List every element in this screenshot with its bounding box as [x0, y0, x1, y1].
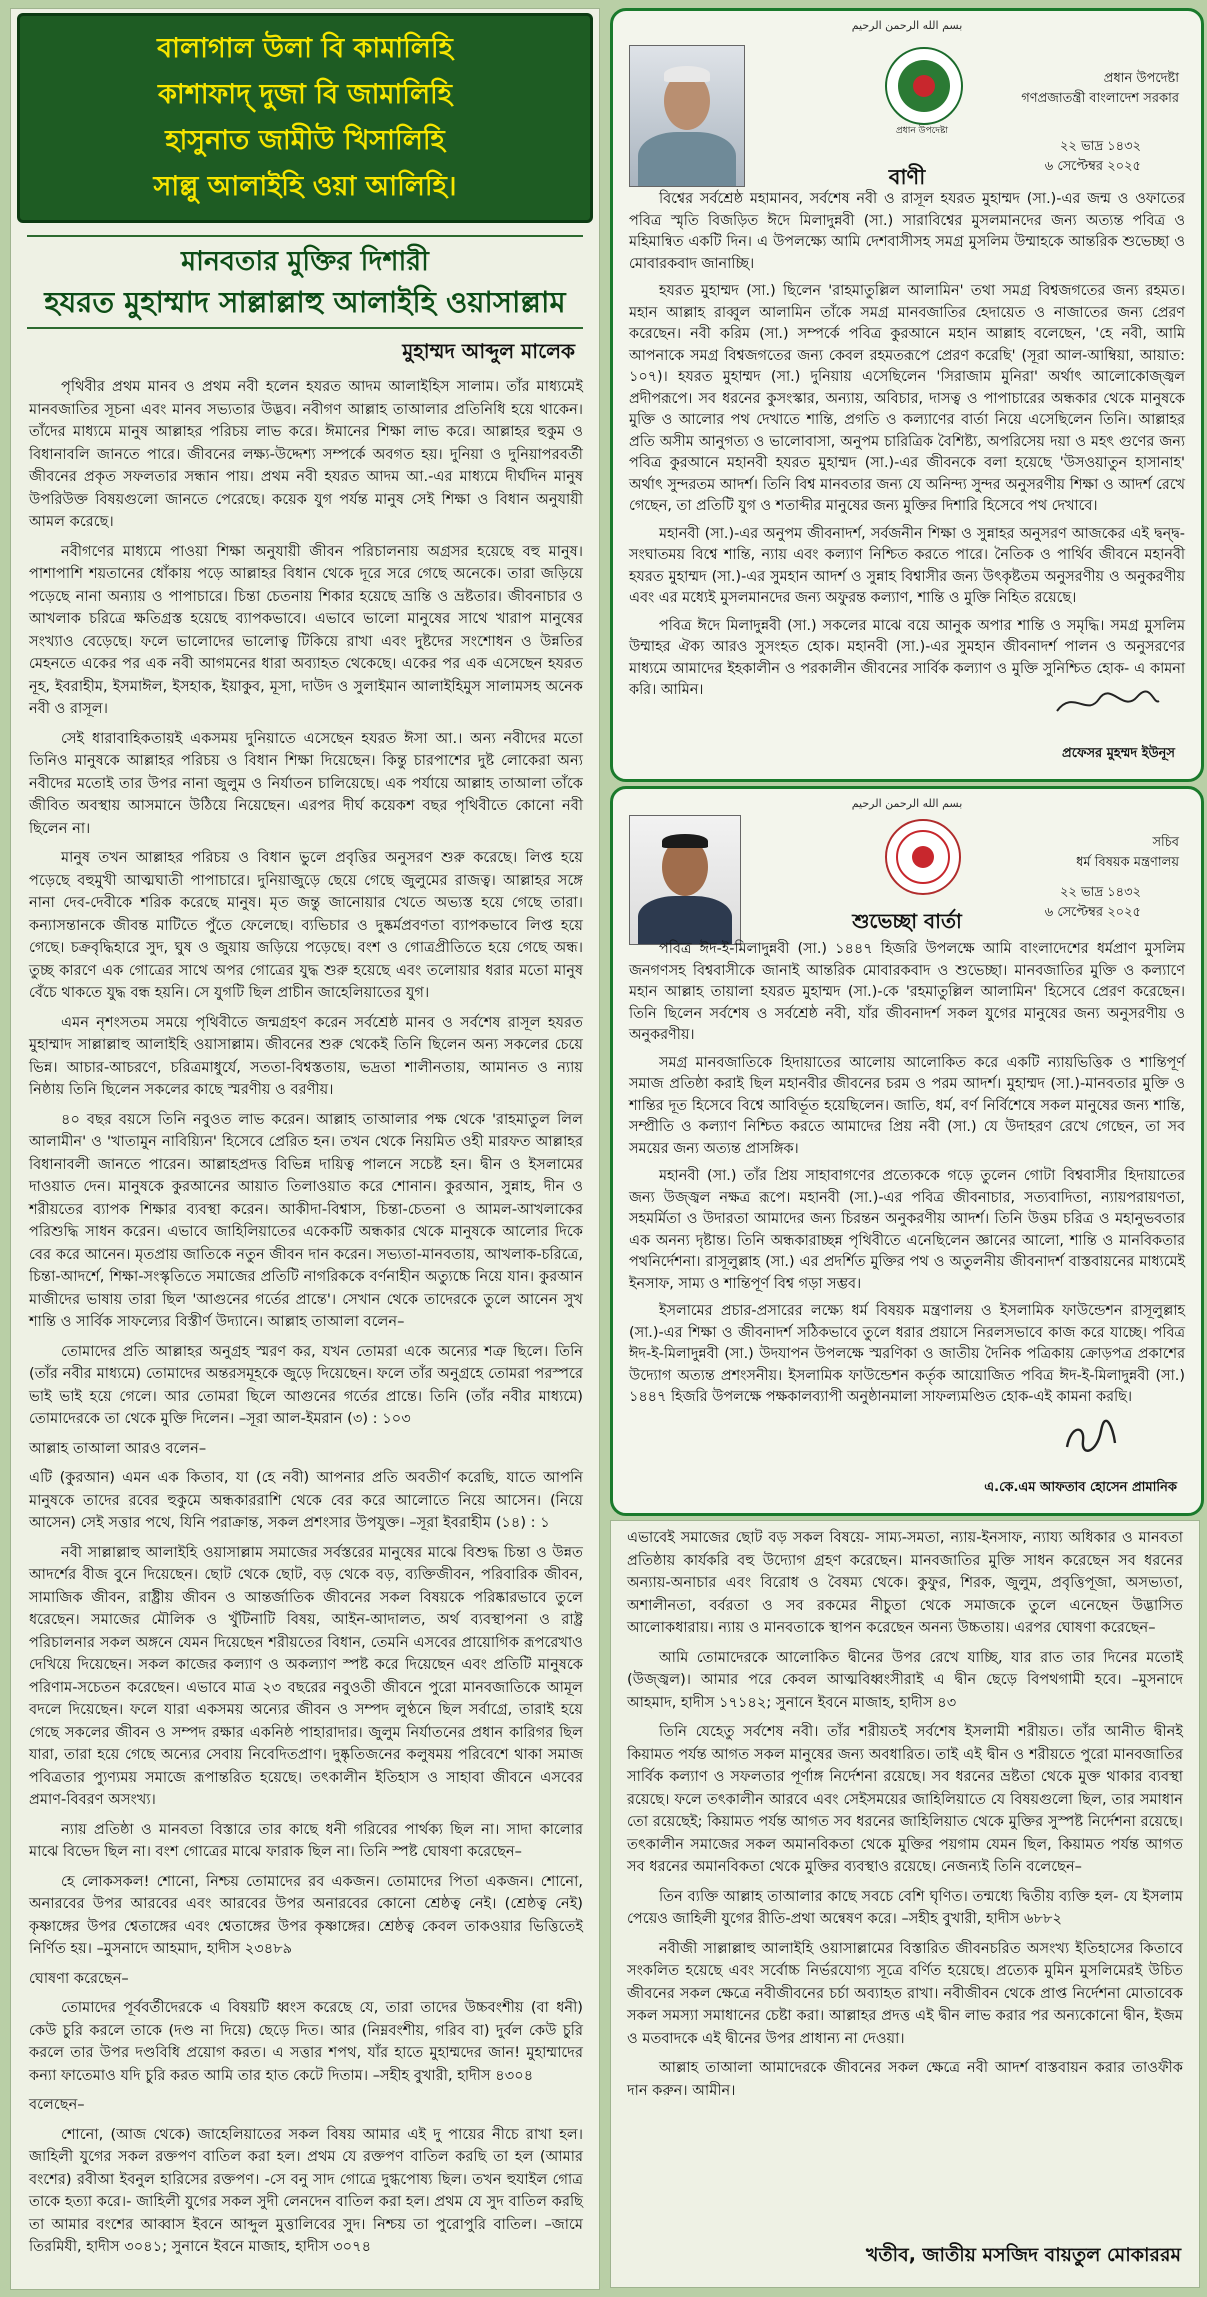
message-paragraph: ইসলামের প্রচার-প্রসারের লক্ষ্যে ধর্ম বিষয়ক মন্ত্রণালয় ও ইসলামিক ফাউন্ডেশন রাসূলুল্লাহ (সা.)-এর শিক্ষা ও জীবনাদর্শ সঠিকভাবে তুলে ধরার প্রয়াসে নিরলসভাবে কাজ করে যাচ্ছে। পবিত্র ঈদ-ই-মিলাদুন্নবী (সা.) উদযাপন উপলক্ষে স্মরণিকা ও জাতীয় দৈনিক পত্রিকায় ক্রোড়পত্র প্রকাশের উদ্যোগ অত্যন্ত প্রশংসনীয়। ইসলামিক ফাউন্ডেশন কর্তৃক আয়োজিত পবিত্র ঈদ-ই-মিলাদুন্নবী (সা.) ১৪৪৭ হিজরি উপলক্ষে পক্ষকালব্যাপী অনুষ্ঠানমালা সাফল্যমণ্ডিত হোক-এই কামনা করছি। [629, 1303, 1185, 1405]
secretary-message [610, 786, 1204, 1516]
ministry-emblem-icon [885, 819, 961, 895]
article-paragraph: ঘোষণা করেছেন– [29, 1969, 129, 1987]
signature-mark [1061, 1417, 1121, 1457]
chief-adviser-message [610, 8, 1204, 782]
article-paragraph: পৃথিবীর প্রথম মানব ও প্রথম নবী হলেন হযরত আদম আলাইহিস সালাম। তাঁর মাধ্যমেই মানবজাতির সূচনা এবং মানব সভ্যতার উদ্ভব। নবীগণ আল্লাহ তাআলার প্রতিনিধি হয়ে থাকেন। তাঁদের মাধ্যমে মানুষ আল্লাহর পরিচয় লাভ করে। ঈমানের শিক্ষা লাভ করে। আল্লাহর হুকুম ও বিধানাবলি জানতে পারে। জীবনের লক্ষ্য-উদ্দেশ্য সম্পর্কে অবগত হয়। দুনিয়া ও দুনিয়াপরবর্তী জীবনের প্রকৃত সফলতার সন্ধান পায়। প্রথম নবী হযরত আদম আ.-এর মাধ্যমে দীর্ঘদিন মানুষ উপরিউক্ত বিষয়গুলো জানতে পেরেছে। কয়েক যুগ পর্যন্ত মানুষ সেই শিক্ষা ও বিধান অনুযায়ী আমল করেছে। [29, 378, 583, 530]
durud-line: হাসুনাত জামীউ খিসালিহি [165, 125, 445, 156]
photo-hair [662, 834, 708, 848]
article-continuation [610, 1520, 1200, 2288]
message-paragraph: সমগ্র মানবজাতিকে হিদায়াতের আলোয় আলোকিত করে একটি ন্যায়ভিত্তিক ও শান্তিপূর্ণ সমাজ প্রতিষ্ঠা করাই ছিল মহানবীর জীবনের চরম ও পরম আদর্শ। মুহাম্মদ (সা.)-মানবতার মুক্তি ও শান্তির দূত হিসেবে বিশ্বে আবির্ভূত হয়েছিলেন। জাতি, ধর্ম, বর্ণ নির্বিশেষে সকল মানুষের জন্য শান্তি, সম্প্রীতি ও কল্যাণ নিশ্চিত করতে আমাদের প্রিয় নবী (সা.) যে উদাহরণ রেখে গেছেন, তা সব সময়ের জন্য অত্যন্ত প্রাসঙ্গিক। [629, 1054, 1185, 1157]
article-paragraph: ৪০ বছর বয়সে তিনি নবুওত লাভ করেন। আল্লাহ তাআলার পক্ষ থেকে 'রাহমাতুল লিল আলামীন' ও 'খাতামুন নাবিয়্যিন' হিসেবে প্রেরিত হন। তখন থেকে নিয়মিত ওহী মারফত আল্লাহর বিধানাবলী জানতে পারেন। আল্লাহপ্রদত্ত বিভিন্ন দায়িত্ব পালনে সচেষ্ট হন। দ্বীন ও ইসলামের দাওয়াত দেন। মানুষকে কুরআনের আয়াত তিলাওয়াত করে শোনান। কুরআন, সুন্নাহ, দীন ও শরীয়তের ব্যাপক শিক্ষার ব্যবস্থা করেন। আকীদা-বিশ্বাস, চিন্তা-চেতনা ও আমল-আখলাকের পরিশুদ্ধি সাধন করেন। এভাবে জাহিলিয়াতের একেকটি অন্ধকার থেকে মানুষকে আলোর দিকে বের করে আনেন। মৃতপ্রায় জাতিকে নতুন জীবন দান করেন। সভ্যতা-মানবতায়, আখলাক-চরিত্রে, চিন্তা-আদর্শে, শিক্ষা-সংস্কৃতিতে সমাজের প্রতিটি নাগরিককে বর্ণনাহীন অত্যুচ্চে নিয়ে যান। কুরআন মাজীদের ভাষায় তারা ছিল 'আগুনের গর্তের প্রান্তে'। সেখান থেকে তাদেরকে তুলে আনেন সুখ শান্তি ও সার্বিক সাফল্যের বিস্তীর্ণ উদ্যানে। আল্লাহ তাআলা বলেন– [29, 1110, 583, 1330]
message-paragraph: হযরত মুহাম্মদ (সা.) ছিলেন 'রাহমাতুল্লিল আলামিন' তথা সমগ্র বিশ্বজগতের জন্য রহমত। মহান আল্লাহ রাব্বুল আলামিন তাঁকে সমগ্র মানবজাতির হেদায়েত ও নাজাতের জন্য প্রেরণ করেছেন। নবী করিম (সা.) সম্পর্কে পবিত্র কুরআনে মহান আল্লাহ বলেছেন, 'হে নবী, আমি আপনাকে সমগ্র বিশ্বজগতের জন্য কেবল রহমতরূপে প্রেরণ করেছি' (সূরা আল-আম্বিয়া, আয়াত: ১০৭)। হযরত মুহাম্মদ (সা.) দুনিয়ায় এসেছিলেন 'সিরাজাম মুনিরা' অর্থাৎ আলোকোজ্জ্বল প্রদীপরূপে। সব ধরনের কুসংস্কার, অন্যায়, অবিচার, দাসত্ব ও পাপাচারের অন্ধকার থেকে মানুষকে মুক্তি ও আলোর পথ দেখাতে শান্তি, প্রগতি ও কল্যাণের বার্তা নিয়ে এসেছিলেন তিনি। আল্লাহর প্রতি অসীম আনুগত্য ও ভালোবাসা, অনুপম চারিত্রিক বৈশিষ্ট্য, অপরিসেয় দয়া ও মহৎ গুণের জন্য পবিত্র কুরআনে মহানবী হযরত মুহাম্মদ (সা.)-এর জীবনকে বলা হয়েছে 'উসওয়াতুন হাসানাহ' অর্থাৎ সুন্দরতম আদর্শ। তিনি বিশ্ব মানবতার জন্য যে অনিন্দ্য সুন্দর অনুসরণীয় শিক্ষা ও আদর্শ রেখে গেছেন, তা প্রতিটি যুগ ও শতাব্দীর মানুষের জন্য মুক্তির দিশারি হিসেবে পথ দেখাবে। [629, 283, 1185, 514]
signatory-name: এ.কে.এম আফতাব হোসেন প্রামানিক [984, 1480, 1177, 1495]
date-english: ৬ সেপ্টেম্বর ২০২৫ [1044, 159, 1141, 174]
article-quote: তোমাদের প্রতি আল্লাহর অনুগ্রহ স্মরণ কর, যখন তোমরা একে অন্যের শত্রু ছিলে। তিনি (তাঁর নবীর মাধ্যমে) তোমাদের অন্তরসমূহকে জুড়ে দিয়েছেন। ফলে তাঁর অনুগ্রহে তোমরা পরস্পরে ভাই ভাই হয়ে গেলে। আর তোমরা ছিলে আগুনের গর্তের প্রান্তে। তিনি (তাঁর নবীর মাধ্যমে) তোমাদেরকে তা থেকে মুক্তি দিলেন। –সূরা আল-ইমরান (৩) : ১০৩ [29, 1342, 583, 1427]
article-paragraph: এভাবেই সমাজের ছোট বড় সকল বিষয়ে- সাম্য-সমতা, ন্যায়-ইনসাফ, ন্যায্য অধিকার ও মানবতা প্রতিষ্ঠায় কার্যকরি বহু উদ্যোগ গ্রহণ করেছেন। মানবজাতির মুক্তি সাধন করেছেন সব ধরনের অন্যায়-অনাচার এবং বিরোধ ও বৈষম্য থেকে। কুফুর, শিরক, জুলুম, প্রবৃত্তিপূজা, অসভ্যতা, অশালীনতা, বর্বরতা ও সব রকমের নীচুতা থেকে সমাজকে তুলে এনেছেন উদ্ভাসিত আলোকধারায়। ন্যায় ও মানবতাকে স্থাপন করেছেন অনন্য উচ্চতায়। এরপর ঘোষণা করেছেন– [627, 1529, 1183, 1636]
message-paragraph: মহানবী (সা.) তাঁর প্রিয় সাহাবাগণের প্রত্যেককে গড়ে তুলেন গোটা বিশ্ববাসীর হিদায়াতের জন্য উজ্জ্বল নক্ষত্র রূপে। মহানবী (সা.)-এর পবিত্র জীবনাচার, সত্যবাদিতা, ন্যায়পরায়ণতা, সহমর্মিতা ও উদারতা আমাদের জন্য চিরন্তন অনুকরণীয় আদর্শ। তিনি উত্তম চরিত্র ও মহানুভবতার এক অনন্য দৃষ্টান্ত। তিনি অন্ধকারাচ্ছন্ন পৃথিবীতে এনেছিলেন জ্ঞানের আলো, শান্তি ও মানবিকতার পথনির্দেশনা। রাসূলুল্লাহ (সা.) এর প্রদর্শিত মুক্তির পথ ও অতুলনীয় জীবনাদর্শ বাস্তবায়নের মাধ্যমেই ইনসাফ, সাম্য ও শান্তিপূর্ণ বিশ্ব গড়া সম্ভব। [629, 1168, 1185, 1292]
article-heading [27, 235, 583, 329]
durud-banner [17, 13, 593, 223]
article-author: মুহাম্মদ আব্দুল মালেক [402, 339, 575, 363]
photo-hair [664, 66, 710, 82]
main-article-column [10, 8, 600, 2290]
message-paragraph: মহানবী (সা.)-এর অনুপম জীবনাদর্শ, সর্বজনীন শিক্ষা ও সুন্নাহর অনুসরণ আজকের এই দ্বন্দ্ব-সংঘাতময় বিশ্বে শান্তি, ন্যায় এবং কল্যাণ নিশ্চিত করতে পারে। নৈতিক ও পার্থিব জীবনে মহানবী হযরত মুহাম্মদ (সা.)-এর সুমহান আদর্শ ও সুন্নাহ বিশ্বাসীর জন্য উৎকৃষ্টতম অনুসরণীয় ও অনুকরণীয় এবং এর মধ্যেই মুসলমানদের জন্য অফুরন্ত কল্যাণ, শান্তি ও মুক্তি নিহিত রয়েছে। [629, 525, 1185, 606]
article-paragraph: নবীগণের মাধ্যমে পাওয়া শিক্ষা অনুযায়ী জীবন পরিচালনায় অগ্রসর হয়েছে বহু মানুষ। পাশাপাশি শয়তানের ধোঁকায় পড়ে আল্লাহর বিধান থেকে দূরে সরে গেছে অনেকে। তারা জড়িয়ে পড়েছে নানা অন্যায় ও পাপাচারে। চিন্তা চেতনায় শিকার হয়েছে ভ্রান্তি ও ভ্রষ্টতার। জীবনাচার ও আখলাক চরিত্রে ক্ষতিগ্রস্ত হয়েছে ব্যাপকভাবে। এভাবে ভালো মানুষের সাথে খারাপ মানুষের সংখ্যাও বেড়েছে। ফলে ভালোদের ভালোত্ব টিকিয়ে রাখা এবং দুষ্টদের সংশোধন ও উন্নতির মেহনতে একের পর এক নবী আগমনের ধারা অব্যাহত থেকেছে। একের পর এক এসেছেন হযরত নূহ, ইবরাহীম, ইসমাঈল, ইসহাক, ইয়াকুব, মূসা, দাউদ ও সুলাইমান আলাইহিমুস সালামসহ অনেক নবী ও রাসূল। [29, 542, 583, 717]
signatory-name: প্রফেসর মুহম্মদ ইউনূস [1062, 746, 1175, 761]
article-title-line2: হযরত মুহাম্মাদ সাল্লাল্লাহু আলাইহি ওয়াসাল্লাম [44, 285, 566, 319]
article-paragraph: তিনি যেহেতু সর্বশেষ নবী। তাঁর শরীয়তই সর্বশেষ ইসলামী শরীয়ত। তাঁর আনীত দ্বীনই কিয়ামত পর্যন্ত আগত সকল মানুষের জন্য অবধারিত। তাই এই দ্বীন ও শরীয়তে পুরো মানবজাতির সার্বিক কল্যাণ ও সফলতার পূর্ণাঙ্গ নির্দেশনা রয়েছে। সব ধরনের ভ্রষ্টতা থেকে মুক্ত থাকার ব্যবস্থা রয়েছে। ফলে তৎকালীন আরবে এবং সেইসময়ের জাহিলিয়াতে যে বিষয়গুলো ছিল, তার সমাধান তো রয়েছেই; কিয়ামত পর্যন্ত আগত সব ধরনের জাহিলিয়াত থেকে মুক্তির সুস্পষ্ট নির্দেশনা রয়েছে। তৎকালীন সমাজের সকল অমানবিকতা থেকে মুক্তির পয়গাম যেমন ছিল, কিয়ামত পর্যন্ত আগত সব ধরনের অমানবিকতা থেকে মুক্তির ব্যবস্থাও রয়েছে। নেজন্যই তিনি বলেছেন– [627, 1723, 1183, 1875]
article-paragraph: এমন নৃশংসতম সময়ে পৃথিবীতে জন্মগ্রহণ করেন সর্বশ্রেষ্ঠ মানব ও সর্বশেষ রাসূল হযরত মুহাম্মাদ সাল্লাল্লাহু আলাইহি ওয়াসাল্লাম। জীবনের শুরু থেকেই তিনি ছিলেন অন্য সকলের চেয়ে ভিন্ন। আচার-আচরণে, চরিত্রমাধুর্যে, সততা-বিশ্বস্ততায়, ভদ্রতা শালীনতায়, আমানত ও ন্যায় নিষ্ঠায় তিনি ছিলেন সকলের কাছে স্মরণীয় ও বরণীয়। [29, 1013, 583, 1098]
article-paragraph: নবী সাল্লাল্লাহু আলাইহি ওয়াসাল্লাম সমাজের সর্বস্তরের মানুষের মাঝে বিশুদ্ধ চিন্তা ও উন্নত আদর্শের বীজ বুনে দিয়েছেন। ছোট থেকে ছোট, বড় থেকে বড়, ব্যক্তিজীবন, পরিবারিক জীবন, সামাজিক জীবন, রাষ্ট্রীয় জীবন ও আন্তর্জাতিক জীবনের সকল বিষয়কে পরিষ্কারভাবে তুলে ধরেছেন। সমাজের মৌলিক ও খুঁটিনাটি বিষয়, আইন-আদালত, অর্থ ব্যবস্থাপনা ও রাষ্ট্র পরিচালনার সকল অঙ্গনে যেমন দিয়েছেন শরীয়তের বিধান, তেমনি এসবের প্রায়োগিক রূপরেখাও দেখিয়ে দিয়েছেন। সকল কাজের কল্যাণ ও অকল্যাণ স্পষ্ট করে দিয়েছেন এবং প্রতিটি মানুষকে পরিণাম-সচেতন করেছেন। এভাবে মাত্র ২৩ বছরের নবুওতী জীবনে পুরো মানবজাতিকে আমূল বদলে দিয়েছেন। ফলে যারা একসময় অন্যের জীবন ও সম্পদ লুণ্ঠনে ছিল সর্বাগ্রে, তারাই হয়ে গেছে সকলের জীবন ও সম্পদ রক্ষার একনিষ্ঠ পাহারাদার। জুলুম নির্যাতনের প্রধান কারিগর ছিল যারা, তারা হয়ে গেছে অন্যের সেবায় নিবেদিতপ্রাণ। দুষ্কৃতিজনের কলুষময় পরিবেশে থাকা সমাজ পবিত্রতার প্যুণ্যময় সমাজে রূপান্তরিত হয়েছে। তৎকালীন ইতিহাস ও সাহাবা জীবনে এসবের প্রমাণ-বিবরণ অসংখ্য। [29, 1543, 583, 1808]
office-block [1021, 69, 1179, 109]
article-title-line1: মানবতার মুক্তির দিশারী [181, 246, 429, 277]
date-bangla: ২২ ভাদ্র ১৪৩২ [1059, 885, 1141, 900]
message-body [613, 189, 1201, 708]
article-quote: শোনো, (আজ থেকে) জাহেলিয়াতের সকল বিষয় আমার এই দু পায়ের নীচে রাখা হল। জাহিলী যুগের সকল রক্তপণ বাতিল করা হল। প্রথম যে রক্তপণ বাতিল করছি তা হল (আমার বংশের) রবীআ ইবনুল হারিসের রক্তপণ। -সে বনু সাদ গোত্রে দুগ্ধপোষ্য ছিল। তখন হুযাইল গোত্র তাকে হত্যা করে।- জাহিলী যুগের সকল সুদী লেনদেন বাতিল করা হল। প্রথম যে সুদ বাতিল করছি তা আমার বংশের আব্বাস ইবনে আব্দুল মুত্তালিবের সুদ। নিশ্চয় তা পুরোপুরি বাতিল। –জামে তিরমিযী, হাদীস ৩০৪১; সুনানে ইবনে মাজাহ, হাদীস ৩০৭৪ [29, 2125, 583, 2255]
office-block [1076, 833, 1179, 873]
durud-line: কাশাফাদ্ দুজা বি জামালিহি [158, 79, 452, 110]
durud-line: বালাগাল উলা বি কামালিহি [157, 33, 453, 64]
article-paragraph: আল্লাহ তাআলা আরও বলেন– [29, 1439, 207, 1457]
bismillah: بسم الله الرحمن الرحيم [851, 797, 963, 810]
message-paragraph: পবিত্র ঈদে মিলাদুন্নবী (সা.) সকলের মাঝে বয়ে আনুক অপার শান্তি ও সমৃদ্ধি। সমগ্র মুসলিম উম্মাহর ঐক্য আরও সুসংহত হোক। মহানবী (সা.)-এর সুমহান জীবনাদর্শ পালন ও অনুসরণের মাধ্যমে আমাদের ইহকালীন ও পরকালীন জীবনের সার্বিক কল্যাণ ও মুক্তি সুনিশ্চিত হোক- এ কামনা করি। আমিন। [629, 617, 1185, 698]
article-quote: তোমাদের পূর্ববর্তীদেরকে এ বিষয়টি ধ্বংস করেছে যে, তারা তাদের উচ্চবংশীয় (বা ধনী) কেউ চুরি করলে তাকে (দণ্ড না দিয়ে) ছেড়ে দিত। আর (নিম্নবংশীয়, গরিব বা) দুর্বল কেউ চুরি করলে তার উপর দণ্ডবিধি প্রয়োগ করত। এ সত্তার শপথ, যাঁর হাতে মুহাম্মদের জান! মুহাম্মাদের কন্যা ফাতেমাও যদি চুরি করত আমি তার হাত কেটে দিতাম। –সহীহ বুখারী, হাদীস ৪৩০৪ [29, 1999, 583, 2084]
article-paragraph: নবীজী সাল্লাল্লাহু আলাইহি ওয়াসাল্লামের বিস্তারিত জীবনচরিত অসংখ্য ইতিহাসের কিতাবে সংকলিত হয়েছে এবং সর্বোচ্চ নির্ভরযোগ্য সূত্রে বর্ণিত হয়েছে। প্রত্যেক মুমিন মুসলিমেরই উচিত জীবনের সকল ক্ষেত্রে নবীজীবনের চর্চা অব্যাহত রাখা। নবীজীবন থেকে প্রাপ্ত নির্দেশনা মোতাবেক সকল সমস্যা সমাধানের চেষ্টা করা। আল্লাহর প্রদত্ত এই দ্বীন লাভ করার পর অন্যকোনো দ্বীন, ইজম ও মতবাদকে এই দ্বীনের উপর প্রাধান্য না দেওয়া। [627, 1939, 1183, 2047]
article-paragraph: সেই ধারাবাহিকতায়ই একসময় দুনিয়াতে এসেছেন হযরত ঈসা আ.। অন্য নবীদের মতো তিনিও মানুষকে আল্লাহর পরিচয় ও বিধান শিক্ষা দিয়েছেন। কিন্তু চারপাশের দুষ্ট লোকেরা অন্য নবীদের মতোই তার উপর নানা জুলুম ও নির্যাতন চালিয়েছে। এক পর্যায়ে আল্লাহ তাআলা তাঁকে জীবিত অবস্থায় আসমানে উঠিয়ে নিয়েছেন। এরপর দীর্ঘ কয়েকশ বছর পৃথিবীতে কোনো নবী ছিলেন না। [29, 729, 583, 837]
emblem-caption: প্রধান উপদেষ্টা [895, 126, 949, 136]
date-bangla: ২২ ভাদ্র ১৪৩২ [1059, 139, 1141, 154]
signature-mark [1053, 683, 1163, 723]
article-quote: হে লোকসকল! শোনো, নিশ্চয় তোমাদের রব একজন। তোমাদের পিতা একজন। শোনো, অনারবের উপর আরবের এবং আরবের উপর অনারবের কোনো শ্রেষ্ঠত্ব নেই। (শ্রেষ্ঠত্ব নেই) কৃষ্ণাঙ্গের উপর শ্বেতাঙ্গের এবং শ্বেতাঙ্গের উপর কৃষ্ণাঙ্গের। শ্রেষ্ঠত্ব কেবল তাকওয়ার ভিত্তিতেই নির্ণিত হয়। –মুসনাদে আহমাদ, হাদীস ২৩৪৮৯ [29, 1872, 583, 1957]
message-paragraph: বিশ্বের সর্বশ্রেষ্ঠ মহামানব, সর্বশেষ নবী ও রাসূল হযরত মুহাম্মদ (সা.)-এর জন্ম ও ওফাতের পবিত্র স্মৃতি বিজড়িত ঈদে মিলাদুন্নবী (সা.) সারাবিশ্বের মুসলমানদের জন্য অত্যন্ত পবিত্র ও মহিমান্বিত একটি দিন। এ উপলক্ষ্যে আমি দেশবাসীসহ সমগ্র মুসলিম উম্মাহকে আন্তরিক শুভেচ্ছা ও মোবারকবাদ জানাচ্ছি। [629, 191, 1185, 272]
message-paragraph: পবিত্র ঈদ-ই-মিলাদুন্নবী (সা.) ১৪৪৭ হিজরি উপলক্ষে আমি বাংলাদেশের ধর্মপ্রাণ মুসলিম জনগণসহ বিশ্ববাসীকে জানাই আন্তরিক মোবারকবাদ ও শুভেচ্ছা। মানবজাতির মুক্তি ও কল্যাণে মহান আল্লাহ তায়ালা হযরত মুহাম্মদ (সা.)-কে 'রহমাতুল্লিল আলামিন' হিসেবে প্রেরণ করেছেন। তিনি ছিলেন সর্বশেষ ও সর্বশ্রেষ্ঠ নবী, যাঁর জীবনাদর্শ সকল যুগের মানুষের জন্য অনুসরণীয় ও অনুকরণীয়। [629, 941, 1185, 1043]
author-designation: খতীব, জাতীয় মসজিদ বায়তুল মোকাররম [865, 2244, 1181, 2266]
durud-line: সাল্লু আলাইহি ওয়া আলিহি। [153, 171, 457, 202]
date-english: ৬ সেপ্টেম্বর ২০২৫ [1044, 905, 1141, 920]
bismillah: بسم الله الرحمن الرحيم [851, 19, 963, 32]
article-quote: আমি তোমাদেরকে আলোকিত দ্বীনের উপর রেখে যাচ্ছি, যার রাত তার দিনের মতোই (উজ্জ্বল)। আমার পরে কেবল আত্মবিধ্বংসীরাই এ দ্বীন ছেড়ে বিপথগামী হবে। –মুসনাদে আহমাদ, হাদীস ১৭১৪২; সুনানে ইবনে মাজাহ, হাদীস ৪৩ [627, 1648, 1183, 1711]
chief-adviser-emblem-icon [885, 47, 963, 125]
office-title: সচিব [1152, 835, 1179, 850]
article-paragraph: ন্যায় প্রতিষ্ঠা ও মানবতা বিস্তারে তার কাছে ধনী গরিবের পার্থক্য ছিল না। সাদা কালোর মাঝে বিভেদ ছিল না। বংশ গোত্রের মাঝে ফারাক ছিল না। তিনি স্পষ্ট ঘোষণা করেছেন– [29, 1820, 583, 1860]
message-heading: শুভেচ্ছা বার্তা [852, 909, 962, 933]
article-paragraph: আল্লাহ তাআলা আমাদেরকে জীবনের সকল ক্ষেত্রে নবী আদর্শ বাস্তবায়ন করার তাওফীক দান করুন। আমীন। [627, 2059, 1183, 2099]
message-body [613, 939, 1201, 1415]
article-body [11, 376, 599, 2259]
office-subtitle: গণপ্রজাতন্ত্রী বাংলাদেশ সরকার [1021, 91, 1179, 106]
office-title: প্রধান উপদেষ্টা [1103, 71, 1179, 86]
article-paragraph: বলেছেন– [29, 2096, 85, 2113]
article-quote: তিন ব্যক্তি আল্লাহ তাআলার কাছে সবচে বেশি ঘৃণিত। তন্মধ্যে দ্বিতীয় ব্যক্তি হল- যে ইসলাম পেয়েও জাহিলী যুগের রীতি-প্রথা অন্বেষণ করে। –সহীহ বুখারী, হাদীস ৬৮৮২ [627, 1887, 1183, 1927]
article-paragraph: মানুষ তখন আল্লাহর পরিচয় ও বিধান ভুলে প্রবৃত্তির অনুসরণ শুরু করেছে। লিপ্ত হয়ে পড়েছে বহুমুখী আত্মঘাতী পাপাচারে। দুনিয়াজুড়ে ছেয়ে গেছে জুলুমের রাজত্ব। আল্লাহর সঙ্গে নানা দেব-দেবীকে শরিক করেছে মানুষ। মৃত জন্তু জানোয়ার খেতে অভ্যস্ত হয়ে গেছে তারা। কন্যাসন্তানকে জীবন্ত মাটিতে পুঁতে ফেলেছে। ব্যভিচার ও দুষ্কর্মপ্রবণতা ব্যাপকভাবে লিপ্ত হয়ে গেছে। চক্রবৃদ্ধিহারে সুদ, ঘুষ ও জুয়ায় জড়িয়ে পড়েছে। বংশ ও গোত্রপ্রীতিতে হয়ে গেছে অন্ধ। তুচ্ছ কারণে এক গোত্রের সাথে অপর গোত্রের যুদ্ধ শুরু হয়েছে এবং তলোয়ার ধরার মতো মানুষ বেঁচে থাকতে যুদ্ধ বন্ধ হয়নি। সে যুগটি ছিল প্রাচীন জাহেলিয়াতের যুগ। [29, 849, 583, 1001]
article-quote: এটি (কুরআন) এমন এক কিতাব, যা (হে নবী) আপনার প্রতি অবতীর্ণ করেছি, যাতে আপনি মানুষকে তাদের রবের হুকুমে অন্ধকাররাশি থেকে বের করে আলোতে নিয়ে আসেন। (নিয়ে আসেন) সেই সত্তার পথে, যিনি পরাক্রান্ত, সকল প্রশংসার উপযুক্ত। –সূরা ইবরাহীম (১৪) : ১ [29, 1469, 583, 1531]
office-subtitle: ধর্ম বিষয়ক মন্ত্রণালয় [1076, 855, 1179, 870]
message-heading: বাণী [888, 165, 926, 189]
